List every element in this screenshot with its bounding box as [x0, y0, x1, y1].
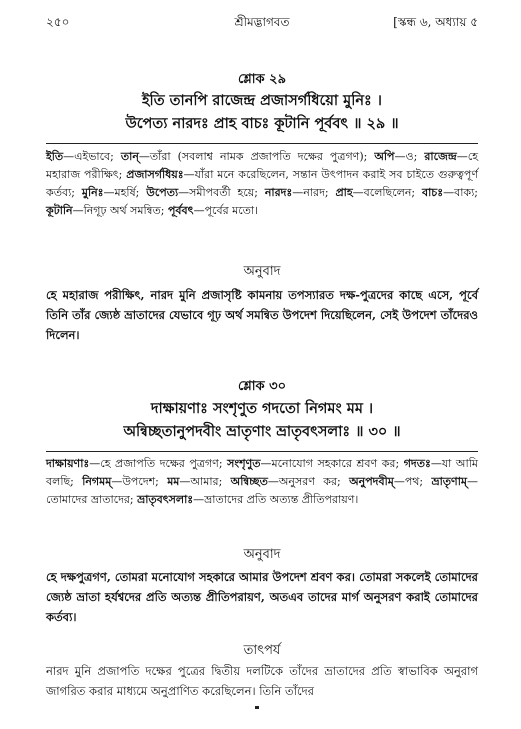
synonym-meaning: —আমার; [179, 475, 231, 488]
verse-29-line-2: উপেত্য নারদঃ প্রাহ বাচঃ কূটানি পূর্ববৎ ॥ ২৯ ॥ [125, 115, 399, 132]
book-page [46, 0, 478, 729]
synonym-meaning: —পথ; [393, 475, 432, 488]
synonym-word: প্রাহ [335, 186, 353, 199]
synonym-meaning: —নিগূঢ় অর্থ সমন্বিত; [72, 204, 168, 217]
synonym-meaning: —ভ্রাতাদের প্রতি অত্যন্ত প্রীতিপরায়ণ। [193, 493, 359, 506]
synonym-word: তান্ [120, 150, 139, 163]
synonym-word: সংশৃণুত [227, 457, 261, 470]
synonym-word: নারদঃ [264, 186, 293, 199]
page-number: ২৫০ [46, 15, 70, 29]
synonym-meaning: —যা আমি বলছি; [46, 457, 478, 488]
chapter-location: [স্কন্ধ ৬, অধ্যায় ৫ [393, 15, 478, 29]
book-title: শ্রীমদ্ভাগবত [234, 15, 290, 29]
verse-30-translation: হে দক্ষপুত্রগণ, তোমরা মনোযোগ সহকারে আমার উপদেশ শ্রবণ কর। তোমরা সকলেই তোমাদের জ্যেষ্ঠ ভ্রাতা হর্যশ্বদের প্রতি অত্যন্ত প্রীতিপরায়ণ, অতএব তাদের মার্গ অনুসরণ করাই তোমাদের কর্তব্য। [46, 570, 478, 624]
page-header [46, 14, 478, 34]
verse-30-line-2: অন্বিচ্ছতানুপদবীং ভ্রাতৃণাং ভ্রাতৃবৎসলাঃ ॥ ৩০ ॥ [123, 423, 401, 440]
page-mark [255, 706, 259, 709]
verse-29-translation: হে মহারাজ পরীক্ষিৎ, নারদ মুনি প্রজাসৃষ্টি কামনায় তপস্যারত দক্ষ-পুত্রদের কাছে এসে, পূর্বে তিনি তাঁর জ্যেষ্ঠ ভ্রাতাদের যেভাবে গূঢ় অর্থ সমন্বিত উপদেশ দিয়েছিলেন, সেই উপদেশ তাঁদেরও দিলেন। [46, 288, 478, 342]
synonym-word: দাক্ষায়ণাঃ [46, 457, 90, 470]
synonym-word: নিগমম্ [82, 475, 112, 488]
synonym-word: ভ্রাতৃবৎসলাঃ [137, 493, 194, 506]
synonym-word: অপি [374, 150, 395, 163]
synonym-word: অন্বিচ্ছত [230, 475, 268, 488]
synonym-word: কূটানি [46, 204, 73, 217]
synonym-word: প্রজাসর্গধিয়ঃ [126, 168, 184, 181]
synonym-meaning: —মনোযোগ সহকারে শ্রবণ কর; [260, 457, 404, 470]
synonym-word: পূর্ববৎ [167, 204, 194, 217]
synonym-meaning: —নারদ; [292, 186, 336, 199]
synonym-word: মুনিঃ [81, 186, 104, 199]
divider-rule [46, 143, 478, 144]
synonym-word: মম [167, 475, 180, 488]
synonym-meaning: —এইভাবে; [63, 150, 121, 163]
verse-30-heading: শ্লোক ৩০ [237, 379, 287, 394]
synonym-word: গদতঃ [403, 457, 431, 470]
synonym-meaning: —ও; [394, 150, 425, 163]
synonym-word: ইতি [46, 150, 64, 163]
synonym-meaning: —যাঁরা মনে করেছিলেন, সন্তান উৎপাদন করাই সব চাইতে গুরুত্বপূর্ণ কর্তব্য; [46, 168, 478, 199]
synonym-meaning: —তোমাদের ভ্রাতাদের; [46, 475, 478, 506]
synonym-word: রাজেন্দ্র [424, 150, 457, 163]
synonym-meaning: —উপদেশ; [111, 475, 168, 488]
synonym-meaning: —বলেছিলেন; [352, 186, 422, 199]
purport-text: নারদ মুনি প্রজাপতি দক্ষের পুত্রের দ্বিতীয় দলটিকে তাঁদের ভ্রাতাদের প্রতি স্বাভাবিক অনুরাগ জাগরিত করার মাধ্যমে অনুপ্রাণিত করেছিলেন। তিনি তাঁদের [46, 664, 478, 698]
verse-30-translation-heading: অনুবাদ [243, 547, 281, 562]
verse-29-translation-heading: অনুবাদ [243, 264, 281, 279]
purport-heading: তাৎপর্য [243, 643, 281, 658]
synonym-meaning: —অনুসরণ কর; [267, 475, 350, 488]
synonym-meaning: —হে মহারাজ পরীক্ষিৎ; [46, 150, 478, 181]
synonym-meaning: —বাক্য; [443, 186, 479, 199]
synonym-meaning: —তাঁরা (সবলাশ্ব নামক প্রজাপতি দক্ষের পুত্রগণ); [138, 150, 375, 163]
verse-29-heading: শ্লোক ২৯ [237, 72, 287, 87]
verse-29-synonyms [46, 148, 478, 220]
synonym-word: বাচঃ [421, 186, 444, 199]
verse-29-line-1: ইতি তানপি রাজেন্দ্র প্রজাসর্গধিয়ো মুনিঃ । [142, 92, 382, 109]
synonym-word: উপেত্য [146, 186, 179, 199]
synonym-meaning: —সমীপবর্তী হয়ে; [178, 186, 265, 199]
synonym-word: অনুপদবীম্ [349, 475, 394, 488]
synonym-word: ভ্রাতৃণাম্ [431, 475, 467, 488]
verse-30-synonyms [46, 455, 478, 509]
synonym-meaning: —হে প্রজাপতি দক্ষের পুত্রগণ; [89, 457, 228, 470]
synonym-meaning: —মহর্ষি; [103, 186, 147, 199]
verse-30-line-1: দাক্ষায়ণাঃ সংশৃণুত গদতো নিগমং মম । [150, 400, 374, 417]
synonym-meaning: —পূর্বের মতো। [193, 204, 259, 217]
divider-rule [46, 451, 478, 452]
